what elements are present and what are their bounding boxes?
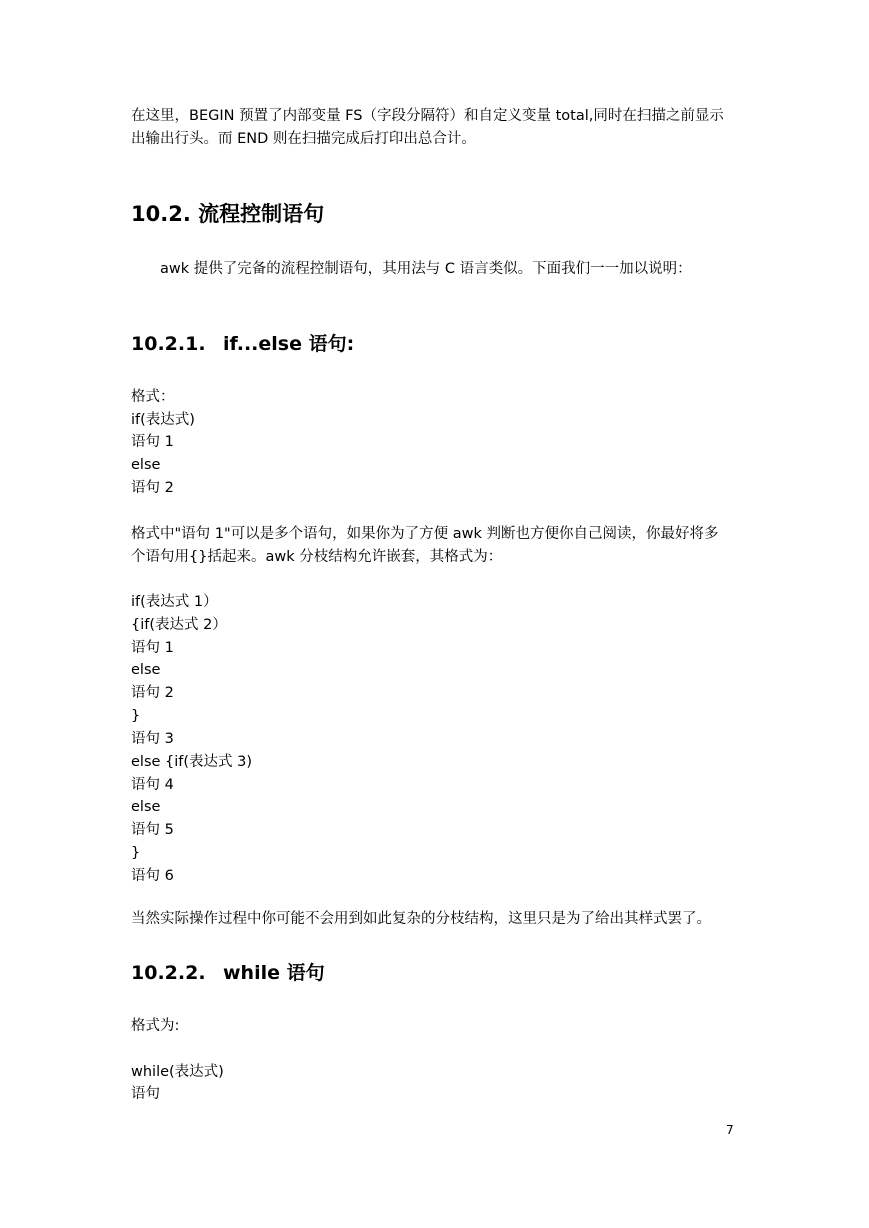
nested-code-line: else	[131, 662, 161, 678]
intro-line-1: 在这里，BEGIN 预置了内部变量 FS（字段分隔符）和自定义变量 total,同时在扫描之前显示	[131, 108, 724, 124]
intro-line-2: 出输出行头。而 END 则在扫描完成后打印出总合计。	[131, 131, 476, 147]
format-line: 语句 2	[131, 480, 174, 496]
if-else-paragraph-line-2: 个语句用{}括起来。awk 分枝结构允许嵌套，其格式为：	[131, 549, 503, 565]
format-line: if(表达式)	[131, 412, 195, 428]
if-else-paragraph-line-1: 格式中"语句 1"可以是多个语句，如果你为了方便 awk 判断也方便你自己阅读，你最好将多	[131, 526, 719, 542]
format-line: 语句 1	[131, 434, 174, 450]
nested-code-line: }	[131, 845, 141, 861]
section-heading-10-2: 10.2. 流程控制语句	[131, 202, 325, 226]
while-format-line: while(表达式)	[131, 1064, 224, 1080]
nested-code-line: 语句 6	[131, 868, 174, 884]
nested-code-line: 语句 3	[131, 731, 174, 747]
nested-code-line: }	[131, 708, 141, 724]
nested-code-line: 语句 4	[131, 777, 174, 793]
while-format-label: 格式为:	[131, 1018, 180, 1034]
format-line: else	[131, 457, 161, 473]
section-title: while 语句	[223, 962, 325, 984]
while-format-line: 语句	[131, 1086, 160, 1102]
page-number: 7	[726, 1123, 734, 1137]
nested-code-line: if(表达式 1）	[131, 594, 218, 610]
section-10-2-paragraph: awk 提供了完备的流程控制语句，其用法与 C 语言类似。下面我们一一加以说明：	[160, 261, 692, 277]
section-heading-10-2-1	[131, 331, 354, 357]
nested-code-line: 语句 5	[131, 822, 174, 838]
nested-code-line: {if(表达式 2）	[131, 617, 227, 633]
nested-code-line: 语句 1	[131, 640, 174, 656]
section-title: if...else 语句:	[223, 333, 355, 355]
nested-code-line: else	[131, 799, 161, 815]
section-heading-10-2-2	[131, 960, 325, 986]
section-number: 10.2.2.	[131, 962, 206, 984]
format-line: 格式：	[131, 389, 175, 405]
if-else-closing-paragraph: 当然实际操作过程中你可能不会用到如此复杂的分枝结构，这里只是为了给出其样式罢了。	[131, 911, 711, 927]
nested-code-line: else {if(表达式 3)	[131, 754, 253, 770]
section-number: 10.2.1.	[131, 333, 206, 355]
nested-code-line: 语句 2	[131, 685, 174, 701]
